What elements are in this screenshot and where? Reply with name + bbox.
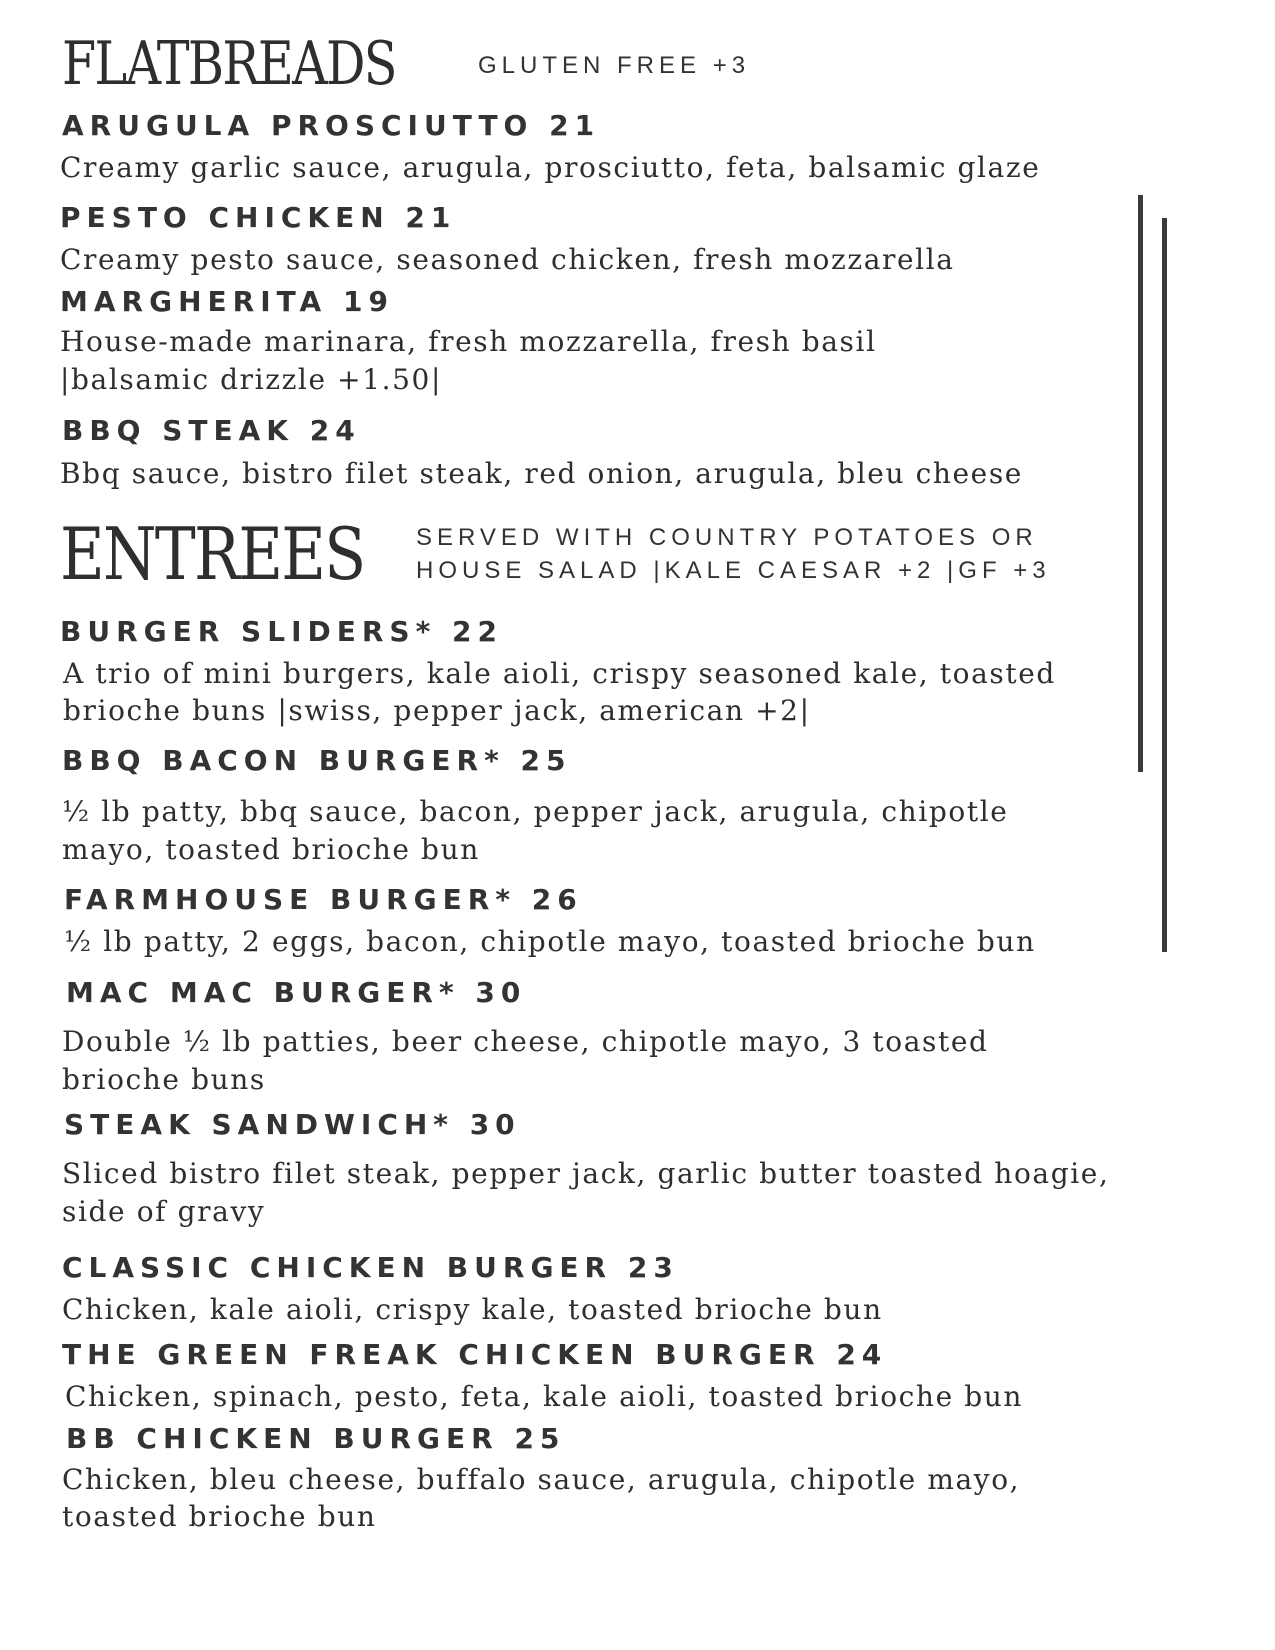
menu-item-desc: ½ lb patty, bbq sauce, bacon, pepper jack, arugula, chipotle: [62, 795, 1009, 828]
menu-item-desc: brioche buns: [62, 1063, 266, 1096]
menu-item-desc: Creamy pesto sauce, seasoned chicken, fresh mozzarella: [60, 243, 955, 276]
menu-item-name: BURGER SLIDERS* 22: [60, 615, 503, 648]
menu-item-desc: ½ lb patty, 2 eggs, bacon, chipotle mayo, toasted brioche bun: [64, 925, 1036, 958]
menu-item-name: THE GREEN FREAK CHICKEN BURGER 24: [62, 1338, 888, 1371]
menu-item-name: CLASSIC CHICKEN BURGER 23: [62, 1251, 679, 1284]
flatbreads-heading: FLATBREADS: [62, 29, 396, 99]
menu-item-name: MAC MAC BURGER* 30: [66, 976, 527, 1009]
menu-item-desc: mayo, toasted brioche bun: [62, 833, 480, 866]
menu-item-desc: Double ½ lb patties, beer cheese, chipotle mayo, 3 toasted: [62, 1025, 989, 1058]
menu-item-desc: brioche buns |swiss, pepper jack, american +2|: [63, 694, 811, 727]
vertical-rule-left: [1138, 195, 1143, 772]
menu-item-desc: toasted brioche bun: [62, 1500, 377, 1533]
menu-item-desc: Sliced bistro filet steak, pepper jack, garlic butter toasted hoagie,: [62, 1157, 1110, 1190]
menu-item-name: ARUGULA PROSCIUTTO 21: [62, 109, 601, 142]
flatbreads-note: GLUTEN FREE +3: [478, 52, 751, 79]
menu-item-desc: Bbq sauce, bistro filet steak, red onion, arugula, bleu cheese: [60, 457, 1023, 490]
menu-item-desc: Creamy garlic sauce, arugula, prosciutto, feta, balsamic glaze: [60, 151, 1041, 184]
entrees-heading: ENTREES: [60, 512, 365, 596]
menu-item-desc: House-made marinara, fresh mozzarella, fresh basil: [60, 325, 877, 358]
menu-item-desc: Chicken, kale aioli, crispy kale, toasted brioche bun: [62, 1293, 883, 1326]
menu-item-desc: side of gravy: [62, 1195, 266, 1228]
entrees-note-line-1: SERVED WITH COUNTRY POTATOES OR: [416, 524, 1038, 551]
menu-item-name: BBQ STEAK 24: [62, 414, 361, 447]
menu-item-name: FARMHOUSE BURGER* 26: [64, 883, 583, 916]
vertical-rule-right: [1162, 218, 1167, 952]
menu-item-desc: A trio of mini burgers, kale aioli, crispy seasoned kale, toasted: [63, 657, 1056, 690]
menu-item-desc: |balsamic drizzle +1.50|: [60, 363, 442, 396]
menu-item-name: MARGHERITA 19: [60, 285, 394, 318]
menu-item-desc: Chicken, spinach, pesto, feta, kale aioli, toasted brioche bun: [65, 1380, 1024, 1413]
menu-item-name: BBQ BACON BURGER* 25: [62, 744, 572, 777]
menu-item-name: PESTO CHICKEN 21: [60, 201, 457, 234]
entrees-note-line-2: HOUSE SALAD |KALE CAESAR +2 |GF +3: [416, 557, 1051, 584]
menu-item-name: STEAK SANDWICH* 30: [64, 1108, 521, 1141]
menu-item-name: BB CHICKEN BURGER 25: [66, 1422, 566, 1455]
menu-item-desc: Chicken, bleu cheese, buffalo sauce, arugula, chipotle mayo,: [62, 1463, 1021, 1496]
